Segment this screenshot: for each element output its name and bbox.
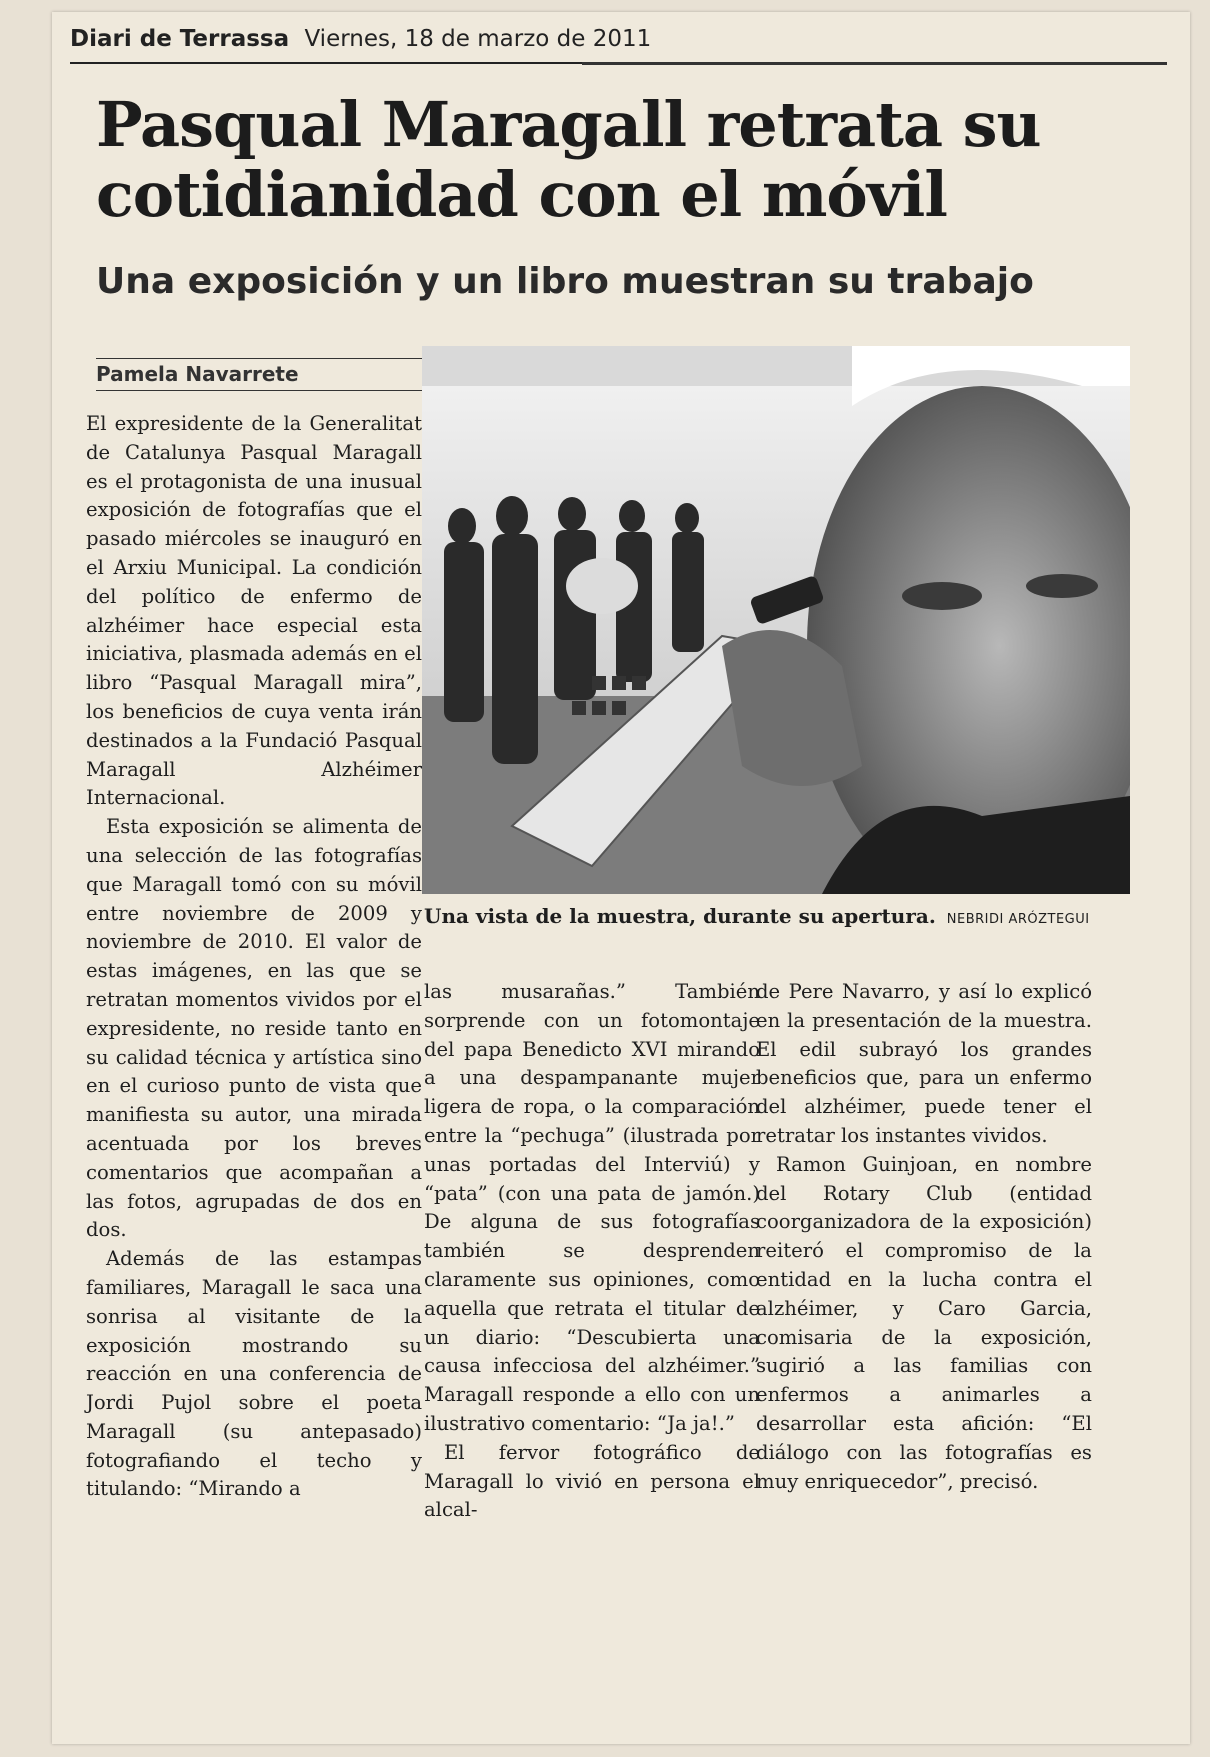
newspaper-name: Diari de Terrassa [70,26,290,52]
masthead-rule [582,62,1167,65]
byline-rule-top [96,358,432,359]
paragraph: El expresidente de la Generalitat de Catalunya Pasqual Maragall es el protagonista de una inusual exposición de fotografías que el pasado miércoles se inauguró en el Arxiu Municipal. La condición del político de enfermo de alzhéimer hace especial esta iniciativa, plasmada además en el libro “Pasqual Maragall mira”, los beneficios de cuya venta irán destinados a la Fundació Pasqual Maragall Alzhéimer Internacional. [86,412,422,810]
headline: Pasqual Maragall retrata su cotidianidad con el móvil [96,88,1041,231]
article-column-1 [86,410,422,1504]
publication-date: Viernes, 18 de marzo de 2011 [304,26,652,52]
paragraph: las musarañas.” También sorprende con un fotomontaje del papa Benedicto XVI mirando a una despampanante mujer ligera de ropa, o la comparación entre la “pechuga” (ilustrada por unas portadas del Interviú) y “pata” (con una pata de jamón.) De alguna de sus fotografías también se desprenden claramente sus opiniones, como aquella que retrata el titular de un diario: “Descubierta una causa infecciosa del alzhéimer.” Maragall responde a ello con un ilustrativo comentario: “Ja ja!.” [424,980,760,1435]
photo-illustration [422,346,1130,894]
newspaper-clipping [52,12,1190,1744]
exhibition-photo [422,346,1130,894]
masthead [70,16,652,64]
byline: Pamela Navarrete [96,362,299,386]
paragraph: de Pere Navarro, y así lo explicó en la presentación de la muestra. El edil subrayó los grandes beneficios que, para un enfermo del alzhéimer, puede tener el retratar los instantes vividos. [756,980,1092,1147]
photo-credit: NEBRIDI ARÓZTEGUI [946,912,1090,927]
paragraph: Ramon Guinjoan, en nombre del Rotary Club (entidad coorganizadora de la exposición) reiteró el compromiso de la entidad en la lucha contra el alzhéimer, y Caro Garcia, comisaria de la exposición, sugirió a las familias con enfermos a animarles a desarrollar esta afición: “El diálogo con las fotografías es muy enriquecedor”, precisó. [756,1152,1092,1493]
article-column-2 [424,978,760,1525]
byline-rule-bottom [96,390,432,391]
photo-caption [424,902,1134,934]
article-column-3 [756,978,1092,1496]
paragraph: Esta exposición se alimenta de una selección de las fotografías que Maragall tomó con su móvil entre noviembre de 2009 y noviembre de 2010. El valor de estas imágenes, en las que se retratan momentos vividos por el expresidente, no reside tanto en su calidad técnica y artística sino en el curioso punto de vista que manifiesta su autor, una mirada acentuada por los breves comentarios que acompañan a las fotos, agrupadas de dos en dos. [86,815,422,1242]
paragraph: Además de las estampas familiares, Maragall le saca una sonrisa al visitante de la exposición mostrando su reacción en una conferencia de Jordi Pujol sobre el poeta Maragall (su antepasado) fotografiando el techo y titulando: “Mirando a [86,1247,422,1501]
caption-text: Una vista de la muestra, durante su apertura. [424,904,936,928]
paragraph: El fervor fotográfico de Maragall lo vivió en persona el alcal- [424,1440,760,1522]
subheadline: Una exposición y un libro muestran su trabajo [96,261,1034,302]
